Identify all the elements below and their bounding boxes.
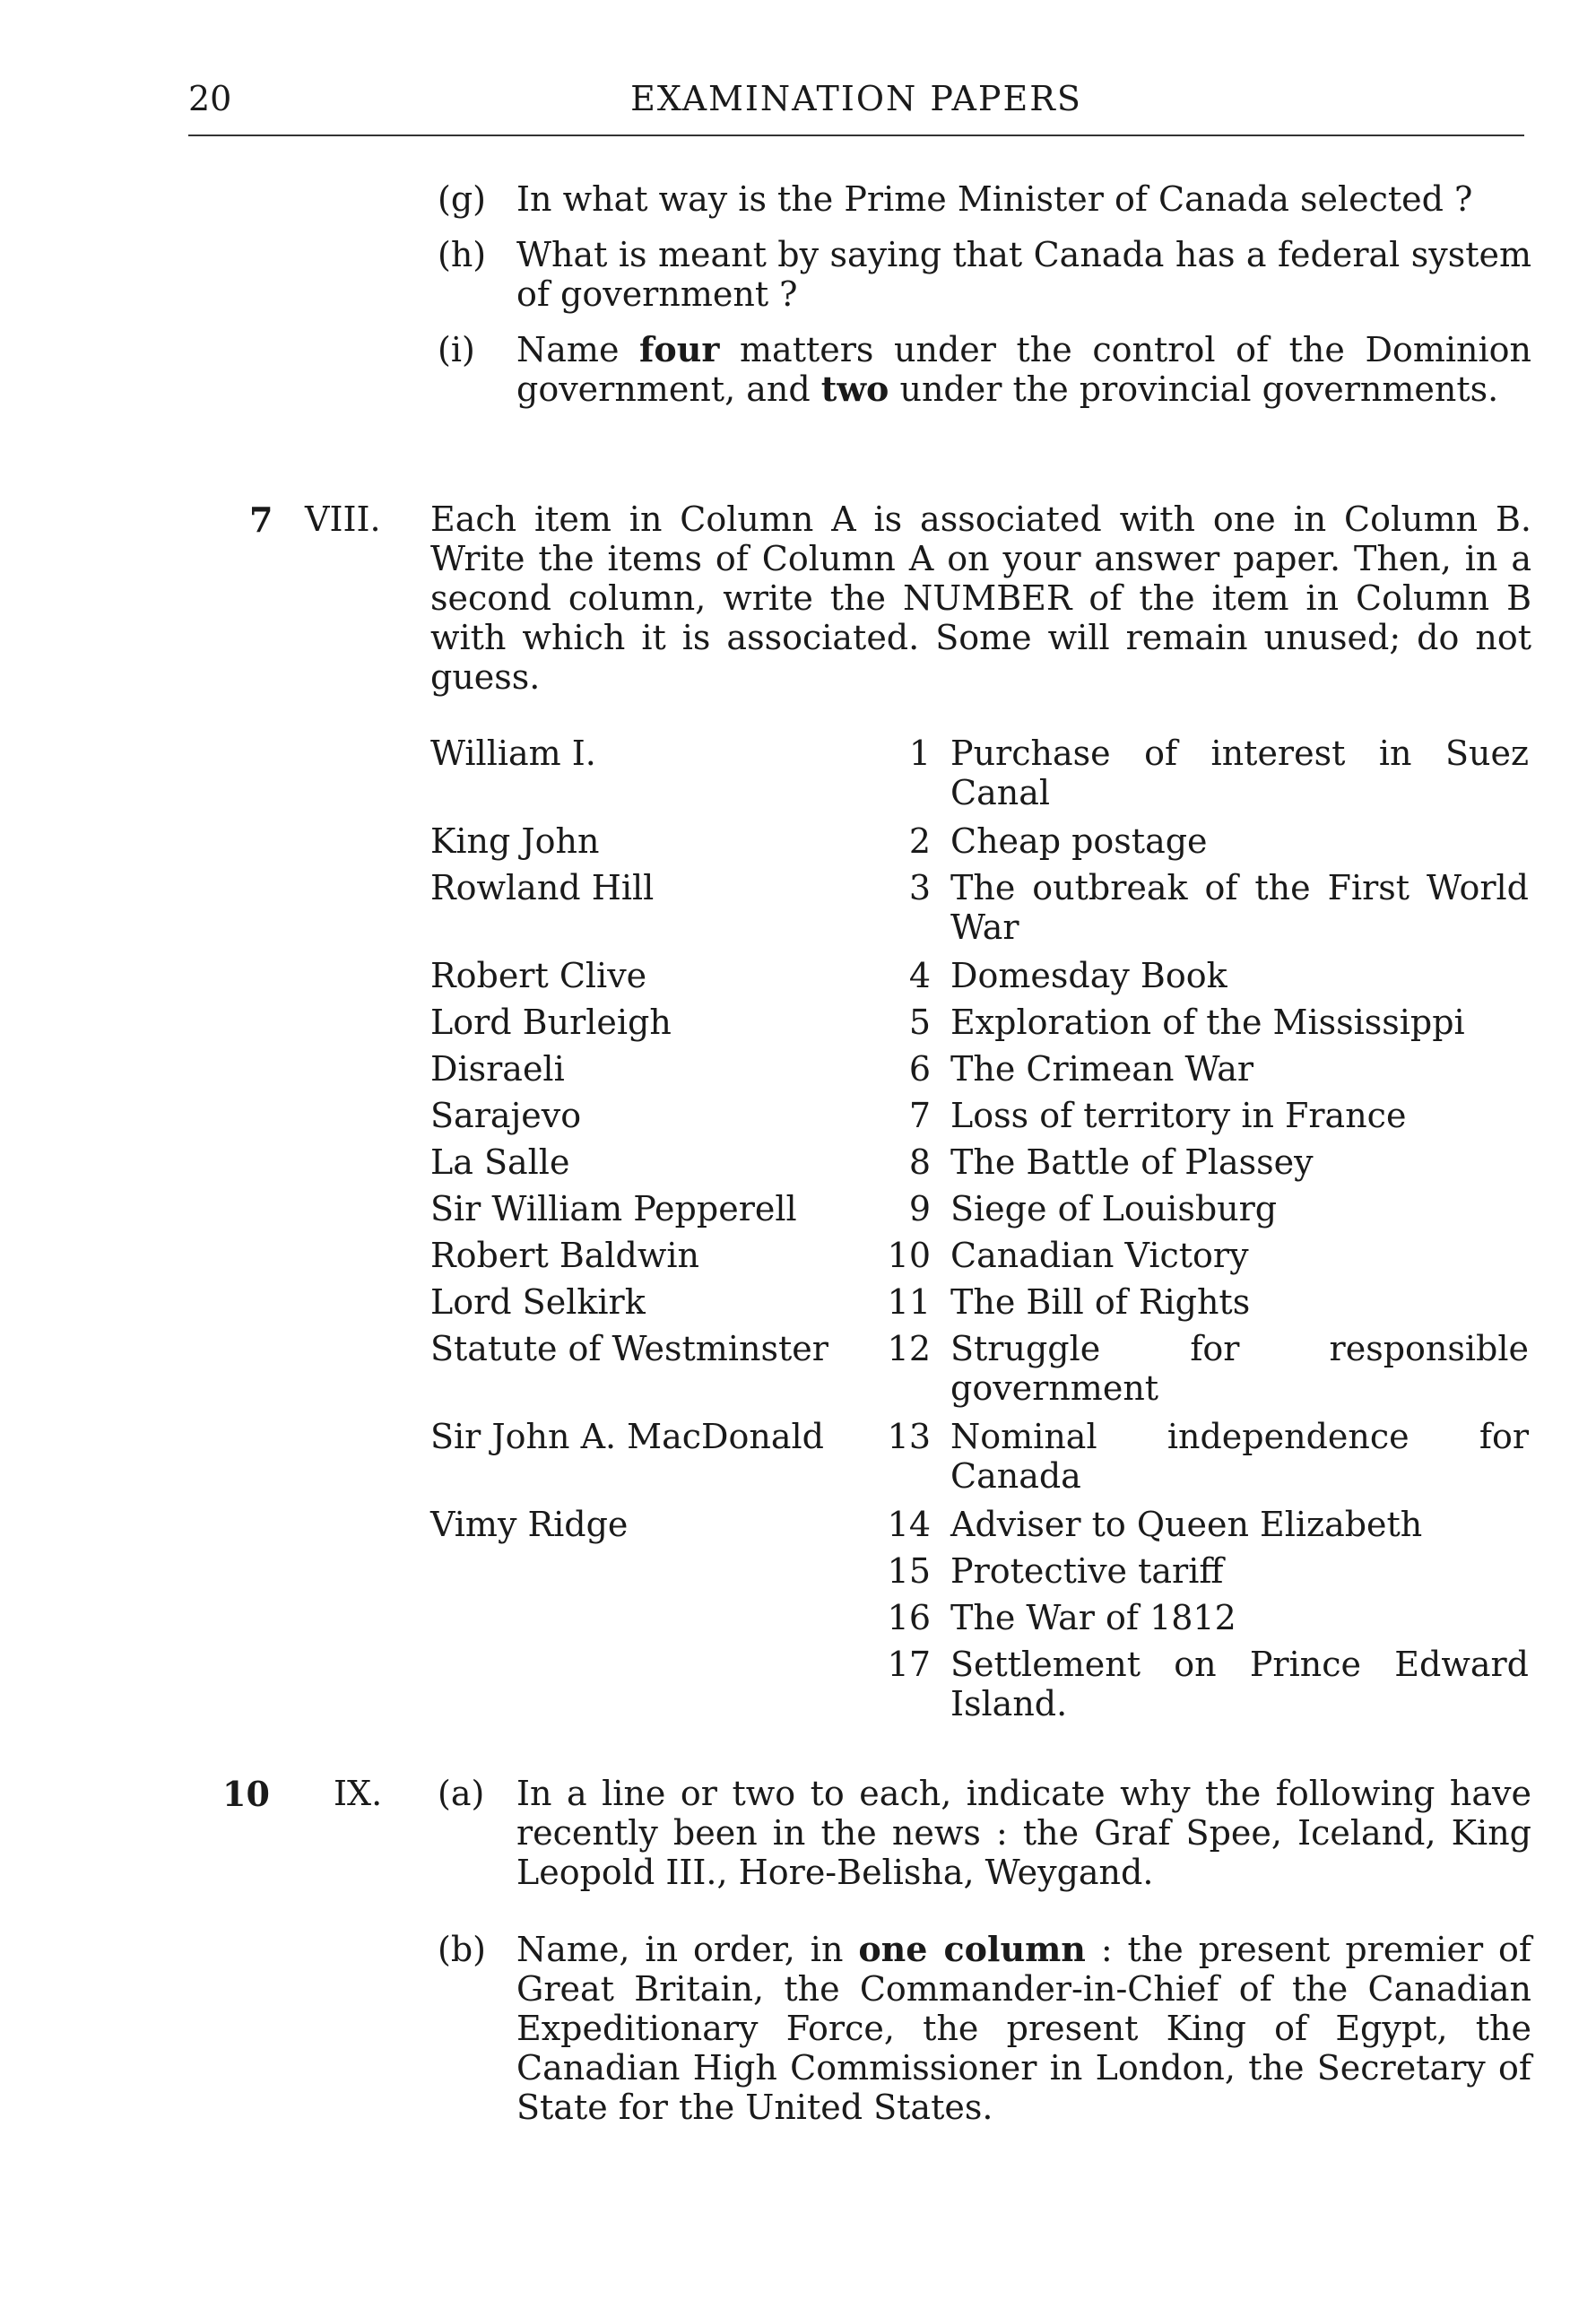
page-header [188,79,1524,133]
column-b-number: 8 [908,1142,931,1182]
column-b-number: 5 [908,1003,931,1042]
column-b-text: Cheap postage [950,821,1208,861]
column-a-item: Rowland Hill [430,868,655,907]
column-a-item: Lord Selkirk [430,1282,646,1322]
emphasis-four: four [639,329,720,369]
item-text: Name, in order, in one column : the present premier of Great Britain, the Commander-in-Chief of the Canadian Expeditionary Force, the present King of Egypt, the Canadian High Commissioner in London, the Secretary of State for the United States. [516,1929,1531,2127]
question-number: IX. [334,1774,383,1813]
column-b-number: 9 [908,1189,931,1228]
item-text: What is meant by saying that Canada has a federal system of government ? [516,235,1531,314]
column-a-item: Statute of Westminster [430,1329,828,1368]
column-b-text: Struggle for responsible government [950,1329,1529,1408]
column-b-number: 12 [887,1329,931,1368]
question-marks: 7 [249,499,273,540]
emphasis-two: two [820,369,889,409]
column-b-text: The Bill of Rights [950,1282,1251,1322]
column-b-number: 3 [908,868,931,907]
column-b-text: Protective tariff [950,1551,1224,1591]
column-b-number: 1 [908,734,931,773]
column-a-item: Lord Burleigh [430,1003,672,1042]
column-b-text: Adviser to Queen Elizabeth [950,1505,1423,1544]
column-b-number: 14 [887,1505,931,1544]
item-label: (b) [438,1930,486,1969]
column-a-item: Sarajevo [430,1096,582,1135]
column-a-item: King John [430,821,600,861]
column-b-text: The outbreak of the First World War [950,868,1529,947]
column-b-number: 16 [887,1598,931,1637]
item-text: In what way is the Prime Minister of Canada selected ? [516,179,1473,219]
column-a-item: Sir John A. MacDonald [430,1417,824,1456]
column-b-number: 13 [887,1417,931,1456]
column-b-text: Nominal independence for Canada [950,1417,1529,1496]
column-b-number: 15 [887,1551,931,1591]
item-text: Name four matters under the control of the Dominion government, and two under the provincial governments. [516,329,1531,409]
item-text: In a line or two to each, indicate why the following have recently been in the news : the Graf Spee, Iceland, King Leopold III., Hore-Belisha, Weygand. [516,1774,1531,1892]
column-b-text: The Crimean War [950,1049,1254,1089]
column-b-text: The War of 1812 [950,1598,1236,1637]
column-b-text: Loss of territory in France [950,1096,1407,1135]
column-b-number: 2 [908,821,931,861]
column-b-number: 4 [908,956,931,995]
column-b-text: Settlement on Prince Edward Island. [950,1645,1529,1723]
column-b-number: 17 [887,1645,931,1684]
running-title: EXAMINATION PAPERS [630,79,1082,118]
item-label: (a) [438,1774,485,1813]
question-marks: 10 [222,1774,270,1814]
item-label: (i) [438,330,475,369]
column-b-number: 10 [887,1236,931,1275]
column-a-item: Vimy Ridge [430,1505,629,1544]
column-a-item: Disraeli [430,1049,565,1089]
header-rule [188,135,1524,136]
column-b-text: The Battle of Plassey [950,1142,1314,1182]
column-b-text: Exploration of the Mississippi [950,1003,1465,1042]
column-b-number: 11 [887,1282,931,1322]
column-b-text: Canadian Victory [950,1236,1249,1275]
column-b-text: Siege of Louisburg [950,1189,1278,1228]
page-number: 20 [188,79,232,118]
question-number: VIII. [305,499,381,539]
item-label: (h) [438,235,487,274]
question-instructions: Each item in Column A is associated with one in Column B. Write the items of Column A on your answer paper. Then, in a second column, write the NUMBER of the item in Column B with which it is associated. Some will remain unused; do not guess. [430,499,1531,697]
column-a-item: Robert Clive [430,956,647,995]
item-label: (g) [438,179,486,219]
column-a-item: William I. [430,734,596,773]
column-a-item: Sir William Pepperell [430,1189,797,1228]
column-b-text: Purchase of interest in Suez Canal [950,734,1529,812]
emphasis-one-column: one column [858,1929,1086,1969]
column-b-number: 6 [908,1049,931,1089]
column-a-item: La Salle [430,1142,570,1182]
column-b-text: Domesday Book [950,956,1227,995]
column-b-number: 7 [908,1096,931,1135]
column-a-item: Robert Baldwin [430,1236,700,1275]
